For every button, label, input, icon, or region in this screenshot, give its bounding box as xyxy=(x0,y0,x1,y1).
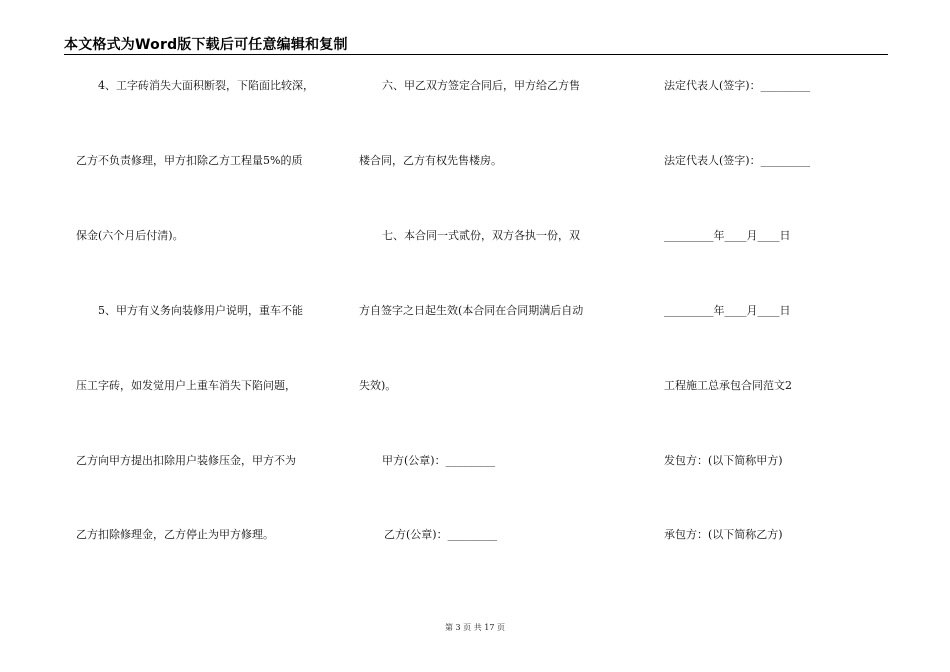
page-header xyxy=(64,34,888,55)
contractor-line: 承包方：(以下简称乙方) xyxy=(664,528,783,541)
legal-rep-signature-2: 法定代表人(签字)：_________ xyxy=(664,154,811,167)
middle-line-1: 六、甲乙双方签定合同后，甲方给乙方售 xyxy=(382,79,580,92)
middle-line-3: 七、本合同一式贰份，双方各执一份，双 xyxy=(382,229,580,242)
left-line-2: 乙方不负责修理，甲方扣除乙方工程量5%的质 xyxy=(76,154,303,167)
middle-line-2: 楼合同，乙方有权先售楼房。 xyxy=(359,154,502,167)
middle-line-5: 失效)。 xyxy=(359,379,397,392)
party-b-seal-line: 乙方(公章)：_________ xyxy=(384,528,498,541)
left-line-6: 乙方向甲方提出扣除用户装修压金，甲方不为 xyxy=(76,454,296,467)
left-line-1: 4、工字砖消失大面积断裂，下陷面比较深， xyxy=(98,79,314,92)
date-line-1: _________年____月____日 xyxy=(664,229,791,242)
legal-rep-signature-1: 法定代表人(签字)：_________ xyxy=(664,79,811,92)
left-line-3: 保金(六个月后付清)。 xyxy=(76,229,184,242)
header-title: 本文格式为Word版下载后可任意编辑和复制 xyxy=(64,37,348,53)
page-footer: 第 3 页 共 17 页 xyxy=(445,623,505,632)
left-line-4: 5、甲方有义务向装修用户说明，重车不能 xyxy=(98,304,303,317)
party-a-seal-line: 甲方(公章)：_________ xyxy=(382,454,496,467)
middle-line-4: 方自签字之日起生效(本合同在合同期满后自动 xyxy=(359,304,584,317)
left-line-5: 压工字砖，如发觉用户上重车消失下陷问题， xyxy=(76,379,296,392)
left-line-7: 乙方扣除修理金，乙方停止为甲方修理。 xyxy=(76,528,274,541)
date-line-2: _________年____月____日 xyxy=(664,304,791,317)
section-title: 工程施工总承包合同范文2 xyxy=(664,379,792,392)
employer-line: 发包方：(以下简称甲方) xyxy=(664,454,783,467)
